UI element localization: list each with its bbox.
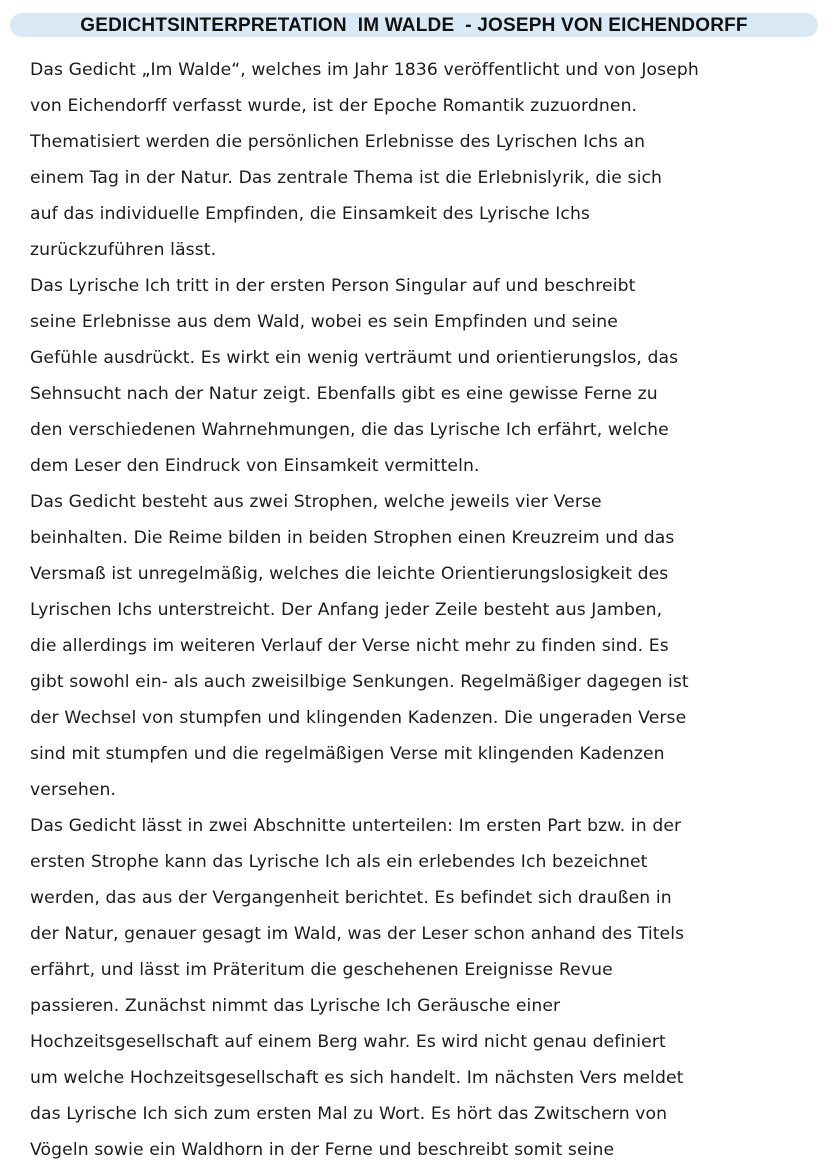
text-line: Lyrischen Ichs unterstreicht. Der Anfang jeder Zeile besteht aus Jamben, xyxy=(30,600,663,620)
text-line: gibt sowohl ein- als auch zweisilbige Senkungen. Regelmäßiger dagegen ist xyxy=(30,672,689,692)
text-line: Vögeln sowie ein Waldhorn in der Ferne und beschreibt somit seine xyxy=(30,1140,615,1160)
text-line: werden, das aus der Vergangenheit berichtet. Es befindet sich draußen in xyxy=(30,888,672,908)
text-line: zurückzuführen lässt. xyxy=(30,240,217,260)
text-line: passieren. Zunächst nimmt das Lyrische Ich Geräusche einer xyxy=(30,996,561,1016)
text-line: von Eichendorff verfasst wurde, ist der Epoche Romantik zuzuordnen. xyxy=(30,96,638,116)
text-line: den verschiedenen Wahrnehmungen, die das Lyrische Ich erfährt, welche xyxy=(30,420,669,440)
text-line: der Wechsel von stumpfen und klingenden Kadenzen. Die ungeraden Verse xyxy=(30,708,687,728)
page-title: GEDICHTSINTERPRETATION IM WALDE - JOSEPH VON EICHENDORFF xyxy=(80,15,748,36)
text-line: Hochzeitsgesellschaft auf einem Berg wahr. Es wird nicht genau definiert xyxy=(30,1032,666,1052)
text-line: erfährt, und lässt im Präteritum die geschehenen Ereignisse Revue xyxy=(30,960,613,980)
text-line: um welche Hochzeitsgesellschaft es sich handelt. Im nächsten Vers meldet xyxy=(30,1068,684,1088)
text-line: Das Gedicht „Im Walde“, welches im Jahr 1836 veröffentlicht und von Joseph xyxy=(30,60,699,80)
text-line: Das Lyrische Ich tritt in der ersten Person Singular auf und beschreibt xyxy=(30,276,636,296)
essay-body xyxy=(30,52,815,1168)
text-line: die allerdings im weiteren Verlauf der Verse nicht mehr zu finden sind. Es xyxy=(30,636,669,656)
text-line: Sehnsucht nach der Natur zeigt. Ebenfalls gibt es eine gewisse Ferne zu xyxy=(30,384,658,404)
text-line: sind mit stumpfen und die regelmäßigen Verse mit klingenden Kadenzen xyxy=(30,744,665,764)
text-line: Gefühle ausdrückt. Es wirkt ein wenig verträumt und orientierungslos, das xyxy=(30,348,679,368)
text-line: Versmaß ist unregelmäßig, welches die leichte Orientierungslosigkeit des xyxy=(30,564,669,584)
text-line: das Lyrische Ich sich zum ersten Mal zu Wort. Es hört das Zwitschern von xyxy=(30,1104,668,1124)
text-line: auf das individuelle Empfinden, die Einsamkeit des Lyrische Ichs xyxy=(30,204,590,224)
text-line: der Natur, genauer gesagt im Wald, was der Leser schon anhand des Titels xyxy=(30,924,685,944)
text-line: versehen. xyxy=(30,780,117,800)
text-line: Das Gedicht besteht aus zwei Strophen, welche jeweils vier Verse xyxy=(30,492,602,512)
text-line: dem Leser den Eindruck von Einsamkeit vermitteln. xyxy=(30,456,480,476)
text-line: ersten Strophe kann das Lyrische Ich als ein erlebendes Ich bezeichnet xyxy=(30,852,648,872)
text-line: seine Erlebnisse aus dem Wald, wobei es sein Empfinden und seine xyxy=(30,312,618,332)
text-line: einem Tag in der Natur. Das zentrale Thema ist die Erlebnislyrik, die sich xyxy=(30,168,663,188)
text-line: Thematisiert werden die persönlichen Erlebnisse des Lyrischen Ichs an xyxy=(30,132,646,152)
text-line: beinhalten. Die Reime bilden in beiden Strophen einen Kreuzreim und das xyxy=(30,528,675,548)
text-line: Das Gedicht lässt in zwei Abschnitte unterteilen: Im ersten Part bzw. in der xyxy=(30,816,682,836)
